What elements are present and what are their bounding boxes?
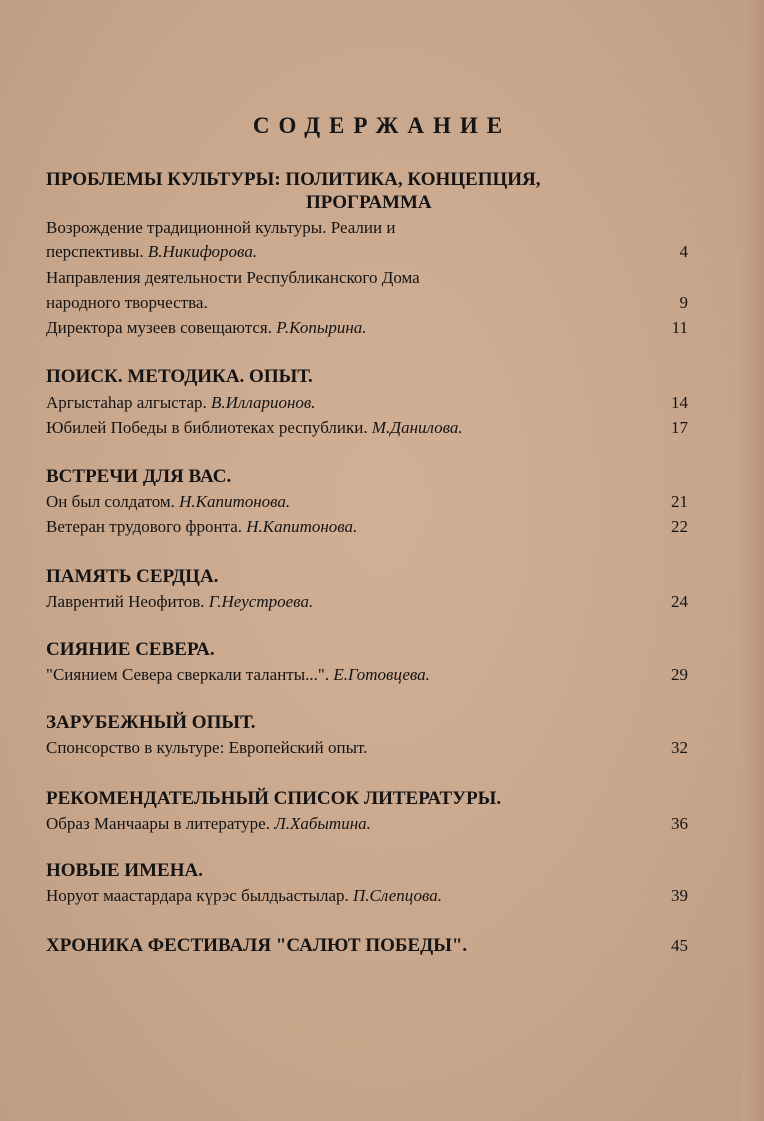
page-edge: [742, 0, 764, 1121]
toc-entry: [46, 291, 208, 315]
entry-title: Норуот маастардара күрэс былдьастылар.: [46, 886, 349, 905]
toc-entry: [46, 590, 313, 614]
section-heading: ЗАРУБЕЖНЫЙ ОПЫТ.: [46, 712, 256, 733]
entry-author: Е.Готовцева.: [333, 665, 430, 684]
toc-entry: [46, 812, 371, 836]
entry-text-line: Возрождение традиционной культуры. Реалии и: [46, 218, 396, 237]
entry-title: народного творчества.: [46, 293, 208, 312]
toc-entry: [46, 884, 442, 908]
section-heading: НОВЫЕ ИМЕНА.: [46, 860, 203, 881]
toc-entry: [46, 416, 463, 440]
section-heading: СИЯНИЕ СЕВЕРА.: [46, 639, 215, 660]
entry-title: Юбилей Победы в библиотеках республики.: [46, 418, 368, 437]
entry-page-number: 45: [671, 936, 688, 955]
entry-author: В.Илларионов.: [211, 393, 316, 412]
entry-author: Г.Неустроева.: [208, 592, 314, 611]
entry-page-number: 11: [671, 318, 688, 337]
entry-page-number: 14: [671, 393, 688, 412]
entry-author: В.Никифорова.: [147, 242, 258, 261]
entry-page-number: 36: [671, 814, 688, 833]
toc-entry: [46, 240, 257, 264]
section-heading: ПАМЯТЬ СЕРДЦА.: [46, 566, 219, 587]
entry-title: Образ Манчаары в литературе.: [46, 814, 270, 833]
section-heading: ПОИСК. МЕТОДИКА. ОПЫТ.: [46, 366, 313, 387]
section-heading: ПРОБЛЕМЫ КУЛЬТУРЫ: ПОЛИТИКА, КОНЦЕПЦИЯ,: [46, 169, 541, 190]
entry-page-number: 9: [679, 293, 688, 312]
entry-title: Директора музеев совещаются.: [46, 318, 272, 337]
entry-page-number: 32: [671, 738, 688, 757]
page-title: СОДЕРЖАНИЕ: [252, 113, 512, 138]
section-heading-continued: ПРОГРАММА: [306, 192, 432, 213]
entry-page-number: 17: [671, 418, 688, 437]
entry-author: Н.Капитонова.: [179, 492, 291, 511]
entry-author: Л.Хабытина.: [274, 814, 371, 833]
entry-title: "Сиянием Севера сверкали таланты...".: [46, 665, 330, 684]
entry-page-number: 24: [671, 592, 688, 611]
entry-page-number: 22: [671, 517, 688, 536]
entry-author: Р.Копырина.: [276, 318, 367, 337]
entry-title: перспективы.: [46, 242, 144, 261]
entry-author: П.Слепцова.: [353, 886, 442, 905]
entry-page-number: 29: [671, 665, 688, 684]
toc-entry: [46, 515, 357, 539]
toc-entry: [46, 316, 367, 340]
entry-title: Он был солдатом.: [46, 492, 175, 511]
entry-title: Лаврентий Неофитов.: [46, 592, 205, 611]
section-heading: ВСТРЕЧИ ДЛЯ ВАС.: [46, 466, 232, 487]
toc-entry: [46, 663, 430, 687]
entry-title: Ветеран трудового фронта.: [46, 517, 242, 536]
toc-entry: [46, 391, 316, 415]
section-heading: ХРОНИКА ФЕСТИВАЛЯ "САЛЮТ ПОБЕДЫ".: [46, 935, 468, 956]
entry-title: Спонсорство в культуре: Европейский опыт.: [46, 738, 368, 757]
toc-entry: [46, 490, 290, 514]
section-heading: РЕКОМЕНДАТЕЛЬНЫЙ СПИСОК ЛИТЕРАТУРЫ.: [46, 788, 502, 809]
entry-page-number: 39: [671, 886, 688, 905]
entry-page-number: 21: [671, 492, 688, 511]
entry-author: Н.Капитонова.: [246, 517, 358, 536]
entry-title: Аргыстаhар алгыстар.: [46, 393, 207, 412]
entry-author: М.Данилова.: [371, 418, 463, 437]
entry-text-line: Направления деятельности Республиканского Дома: [46, 268, 420, 287]
entry-page-number: 4: [679, 242, 688, 261]
toc-entry: [46, 736, 367, 760]
